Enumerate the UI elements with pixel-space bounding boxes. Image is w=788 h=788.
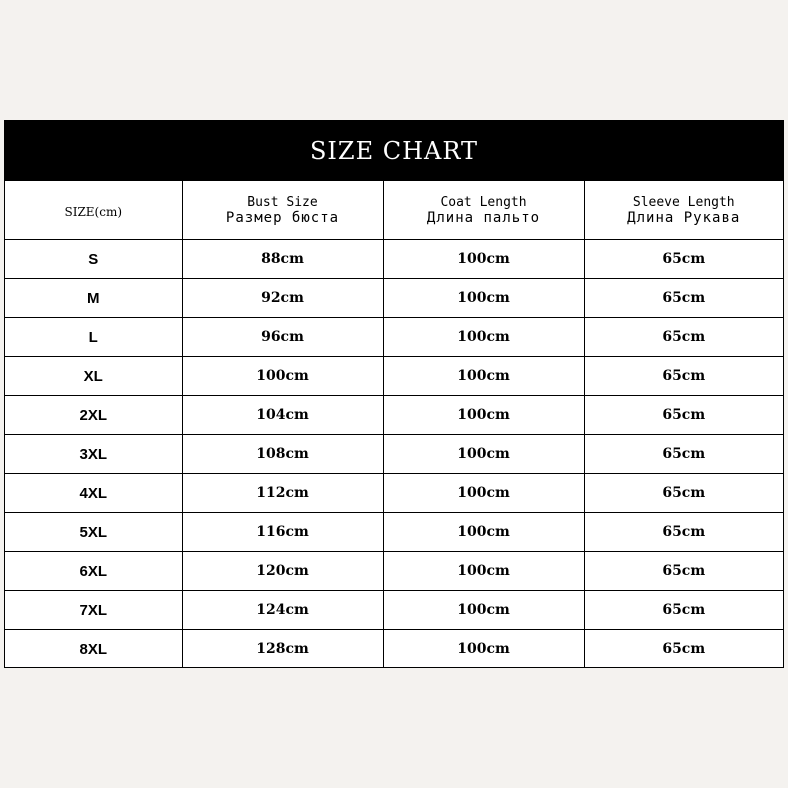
sleeve-cell: 65cm — [584, 435, 783, 474]
table-row — [5, 357, 783, 396]
table-row — [5, 435, 783, 474]
size-cell: 3XL — [5, 435, 182, 474]
coat-cell: 100cm — [383, 552, 584, 591]
size-table — [5, 181, 783, 668]
size-chart — [4, 120, 784, 668]
sleeve-cell: 65cm — [584, 552, 783, 591]
table-row — [5, 396, 783, 435]
coat-cell: 100cm — [383, 357, 584, 396]
coat-cell: 100cm — [383, 318, 584, 357]
header-sleeve-en: Sleeve Length — [632, 194, 735, 210]
bust-cell: 112cm — [182, 474, 383, 513]
table-row — [5, 279, 783, 318]
header-bust-ru: Размер бюста — [225, 209, 340, 226]
bust-cell: 128cm — [182, 630, 383, 669]
header-coat-ru: Длина пальто — [426, 209, 541, 226]
sleeve-cell: 65cm — [584, 318, 783, 357]
sleeve-cell: 65cm — [584, 396, 783, 435]
table-row — [5, 630, 783, 669]
bust-cell: 96cm — [182, 318, 383, 357]
header-size-label: SIZE(cm) — [64, 204, 123, 219]
size-cell: 2XL — [5, 396, 182, 435]
size-cell: 7XL — [5, 591, 182, 630]
chart-title: SIZE CHART — [5, 121, 783, 181]
bust-cell: 92cm — [182, 279, 383, 318]
header-sleeve-ru: Длина Рукава — [627, 209, 741, 226]
coat-cell: 100cm — [383, 513, 584, 552]
sleeve-cell: 65cm — [584, 357, 783, 396]
bust-cell: 104cm — [182, 396, 383, 435]
sleeve-cell: 65cm — [584, 630, 783, 669]
table-row — [5, 591, 783, 630]
bust-cell: 88cm — [182, 240, 383, 279]
sleeve-cell: 65cm — [584, 240, 783, 279]
sleeve-cell: 65cm — [584, 279, 783, 318]
sleeve-cell: 65cm — [584, 474, 783, 513]
table-row — [5, 240, 783, 279]
table-row — [5, 513, 783, 552]
bust-cell: 116cm — [182, 513, 383, 552]
size-cell: S — [5, 240, 182, 279]
coat-cell: 100cm — [383, 591, 584, 630]
header-size — [5, 181, 182, 240]
header-bust-en: Bust Size — [247, 194, 318, 210]
coat-cell: 100cm — [383, 240, 584, 279]
header-sleeve — [584, 181, 783, 240]
sleeve-cell: 65cm — [584, 513, 783, 552]
bust-cell: 124cm — [182, 591, 383, 630]
header-bust — [182, 181, 383, 240]
table-body — [5, 240, 783, 669]
size-cell: 5XL — [5, 513, 182, 552]
size-cell: 8XL — [5, 630, 182, 669]
sleeve-cell: 65cm — [584, 591, 783, 630]
coat-cell: 100cm — [383, 396, 584, 435]
size-cell: M — [5, 279, 182, 318]
coat-cell: 100cm — [383, 435, 584, 474]
header-coat — [383, 181, 584, 240]
coat-cell: 100cm — [383, 630, 584, 669]
bust-cell: 120cm — [182, 552, 383, 591]
table-row — [5, 474, 783, 513]
bust-cell: 100cm — [182, 357, 383, 396]
bust-cell: 108cm — [182, 435, 383, 474]
table-row — [5, 318, 783, 357]
coat-cell: 100cm — [383, 474, 584, 513]
size-cell: 4XL — [5, 474, 182, 513]
table-row — [5, 552, 783, 591]
coat-cell: 100cm — [383, 279, 584, 318]
size-cell: 6XL — [5, 552, 182, 591]
size-cell: L — [5, 318, 182, 357]
size-cell: XL — [5, 357, 182, 396]
header-coat-en: Coat Length — [440, 194, 527, 210]
header-row — [5, 181, 783, 240]
